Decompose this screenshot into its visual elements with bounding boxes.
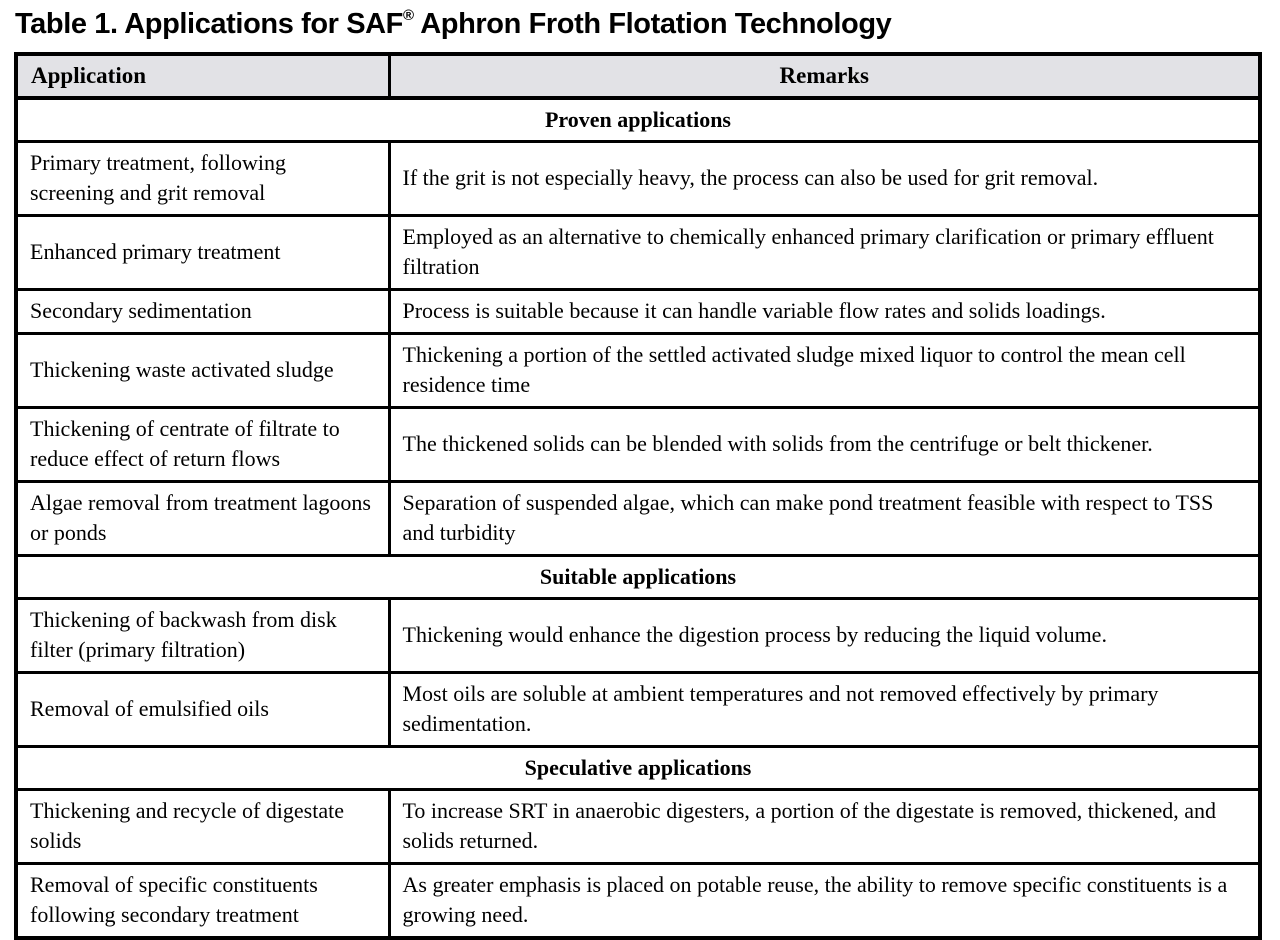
section-label: Suitable applications xyxy=(16,556,1260,599)
application-cell: Algae removal from treatment lagoons or ponds xyxy=(16,482,389,556)
section-header-row xyxy=(16,747,1260,790)
application-cell: Removal of specific constituents following secondary treatment xyxy=(16,864,389,939)
registered-trademark-symbol: ® xyxy=(403,7,414,25)
remarks-cell: If the grit is not especially heavy, the process can also be used for grit removal. xyxy=(389,142,1260,216)
table-row xyxy=(16,334,1260,408)
application-cell: Thickening and recycle of digestate solids xyxy=(16,790,389,864)
application-cell: Removal of emulsified oils xyxy=(16,673,389,747)
remarks-cell: Employed as an alternative to chemically enhanced primary clarification or primary effluent filtration xyxy=(389,216,1260,290)
section-header-row xyxy=(16,98,1260,142)
header-row xyxy=(16,54,1260,98)
applications-table xyxy=(14,52,1262,940)
remarks-cell: Most oils are soluble at ambient temperatures and not removed effectively by primary sedimentation. xyxy=(389,673,1260,747)
section-header-row xyxy=(16,556,1260,599)
section-label: Proven applications xyxy=(16,98,1260,142)
table-row xyxy=(16,290,1260,334)
remarks-cell: The thickened solids can be blended with solids from the centrifuge or belt thickener. xyxy=(389,408,1260,482)
remarks-cell: Thickening would enhance the digestion process by reducing the liquid volume. xyxy=(389,599,1260,673)
column-header-application: Application xyxy=(16,54,389,98)
table-title-suffix: Aphron Froth Flotation Technology xyxy=(413,8,892,40)
table-row xyxy=(16,673,1260,747)
table-row xyxy=(16,142,1260,216)
section-label: Speculative applications xyxy=(16,747,1260,790)
table-header xyxy=(16,54,1260,98)
application-cell: Thickening of centrate of filtrate to reduce effect of return flows xyxy=(16,408,389,482)
column-header-remarks: Remarks xyxy=(389,54,1260,98)
table-row xyxy=(16,216,1260,290)
table-row xyxy=(16,599,1260,673)
application-cell: Secondary sedimentation xyxy=(16,290,389,334)
application-cell: Thickening of backwash from disk filter (primary filtration) xyxy=(16,599,389,673)
remarks-cell: Separation of suspended algae, which can make pond treatment feasible with respect to TSS and turbidity xyxy=(389,482,1260,556)
remarks-cell: To increase SRT in anaerobic digesters, a portion of the digestate is removed, thickened, and solids returned. xyxy=(389,790,1260,864)
table-row xyxy=(16,408,1260,482)
table-title-text: Table 1. Applications for SAF xyxy=(15,8,403,40)
application-cell: Thickening waste activated sludge xyxy=(16,334,389,408)
remarks-cell: Process is suitable because it can handle variable flow rates and solids loadings. xyxy=(389,290,1260,334)
remarks-cell: Thickening a portion of the settled activated sludge mixed liquor to control the mean cell residence time xyxy=(389,334,1260,408)
application-cell: Enhanced primary treatment xyxy=(16,216,389,290)
table-title xyxy=(15,8,1262,41)
table-body xyxy=(16,98,1260,938)
table-row xyxy=(16,482,1260,556)
table-row xyxy=(16,864,1260,939)
application-cell: Primary treatment, following screening and grit removal xyxy=(16,142,389,216)
remarks-cell: As greater emphasis is placed on potable reuse, the ability to remove specific constituents is a growing need. xyxy=(389,864,1260,939)
table-row xyxy=(16,790,1260,864)
